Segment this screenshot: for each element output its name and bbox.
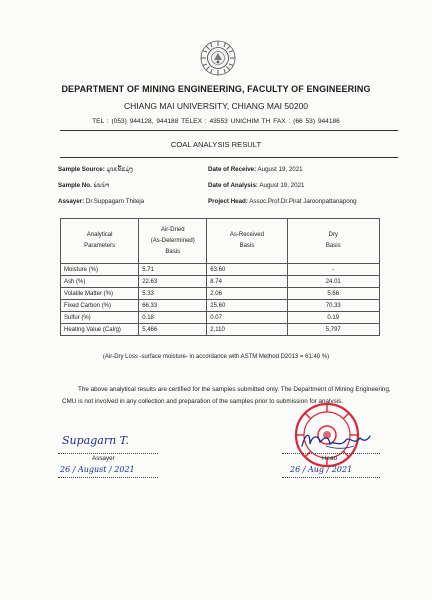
date-receive-label: Date of Receive:	[208, 166, 257, 173]
date-analysis-label: Date of Analysis:	[208, 182, 258, 189]
head-role: Head	[322, 455, 338, 462]
coal-analysis-table	[60, 218, 380, 336]
assayer-role: Assayer	[92, 455, 115, 462]
assayer-signature: Supagarn T.	[62, 434, 129, 447]
document-title: COAL ANALYSIS RESULT	[170, 140, 262, 149]
sample-source-field	[58, 166, 133, 173]
header-analytical-parameters: Analytical Parameters	[61, 219, 139, 264]
header-as-received-basis: As-Received Basis	[207, 219, 287, 264]
dry-basis-cell: 24.01	[287, 276, 379, 288]
sample-no-field	[58, 182, 109, 189]
parameter-cell: Heating Value (Cal/g)	[61, 324, 139, 336]
dry-basis-cell: -	[287, 264, 379, 276]
table-row	[61, 324, 380, 336]
assayer-field	[58, 198, 144, 205]
assayer-label: Assayer:	[58, 198, 85, 205]
sample-no-value: ພ່ນນ່າ	[93, 182, 110, 189]
header-divider	[60, 130, 398, 131]
university-seal-icon	[200, 40, 236, 76]
table-row	[61, 264, 380, 276]
head-signature-line	[282, 453, 380, 454]
project-head-field	[208, 198, 357, 205]
department-heading: DEPARTMENT OF MINING ENGINEERING, FACULTY OF ENGINEERING	[61, 84, 371, 94]
air-dried-cell: 5,466	[139, 324, 207, 336]
table-header-row	[61, 219, 380, 264]
air-dry-loss-note: (Air-Dry Loss -surface moisture- in accordance with ASTM Method D2013 = 61.40 %)	[102, 354, 330, 360]
parameter-cell: Moisture (%)	[61, 264, 139, 276]
parameter-cell: Volatile Matter (%)	[61, 288, 139, 300]
parameter-cell: Ash (%)	[61, 276, 139, 288]
head-signature-icon	[296, 428, 376, 454]
air-dried-cell: 22.63	[139, 276, 207, 288]
air-dried-cell: 0.18	[139, 312, 207, 324]
date-receive-field	[208, 166, 303, 173]
title-divider	[60, 157, 398, 158]
as-received-cell: 2.06	[207, 288, 287, 300]
head-date-line	[282, 477, 380, 478]
as-received-cell: 2,110	[207, 324, 287, 336]
sample-source-value: ມູນເຂັ້ແມຸ່ງ	[106, 166, 133, 173]
date-analysis-value: August 19, 2021	[259, 182, 305, 189]
sample-no-label: Sample No.	[58, 182, 92, 189]
parameter-cell: Fixed Carbon (%)	[61, 300, 139, 312]
table-row	[61, 300, 380, 312]
dry-basis-cell: 0.19	[287, 312, 379, 324]
project-head-value: Assoc.Prof.Dr.Pirat Jaroonpattanapong	[249, 198, 357, 205]
table-row	[61, 312, 380, 324]
air-dried-cell: 5.33	[139, 288, 207, 300]
date-receive-value: August 19, 2021	[257, 166, 303, 173]
air-dried-cell: 5.71	[139, 264, 207, 276]
assayer-signature-line	[58, 453, 158, 454]
project-head-label: Project Head:	[208, 198, 248, 205]
date-analysis-field	[208, 182, 304, 189]
dry-basis-cell: 70.33	[287, 300, 379, 312]
as-received-cell: 25.60	[207, 300, 287, 312]
dry-basis-cell: 5,797	[287, 324, 379, 336]
header-dry-basis: Dry Basis	[287, 219, 379, 264]
assayer-date-line	[58, 477, 158, 478]
sample-source-label: Sample Source:	[58, 166, 105, 173]
head-date: 26 / Aug / 2021	[290, 465, 353, 474]
certification-paragraph: The above analytical results are certified for the samples submitted only. The Department of Mining Engineering, CMU is not involved in any collection and preparation of the samples prior to submission for analysis.	[62, 386, 391, 405]
dry-basis-cell: 5.66	[287, 288, 379, 300]
parameter-cell: Sulfur (%)	[61, 312, 139, 324]
university-address: CHIANG MAI UNIVERSITY, CHIANG MAI 50200	[123, 101, 309, 111]
assayer-value: Dr.Suppagarn Thiteja	[85, 198, 145, 205]
as-received-cell: 63.60	[207, 264, 287, 276]
table-row	[61, 276, 380, 288]
header-air-dried-basis: Air-Dried (As-Determined) Basis	[139, 219, 207, 264]
as-received-cell: 8.74	[207, 276, 287, 288]
contact-line: TEL : (053) 944128, 944188 TELEX : 43553 UNICHIM TH FAX : (66 53) 944186	[92, 118, 340, 125]
as-received-cell: 0.07	[207, 312, 287, 324]
table-row	[61, 288, 380, 300]
assayer-date: 26 / August / 2021	[60, 465, 135, 474]
air-dried-cell: 66.33	[139, 300, 207, 312]
